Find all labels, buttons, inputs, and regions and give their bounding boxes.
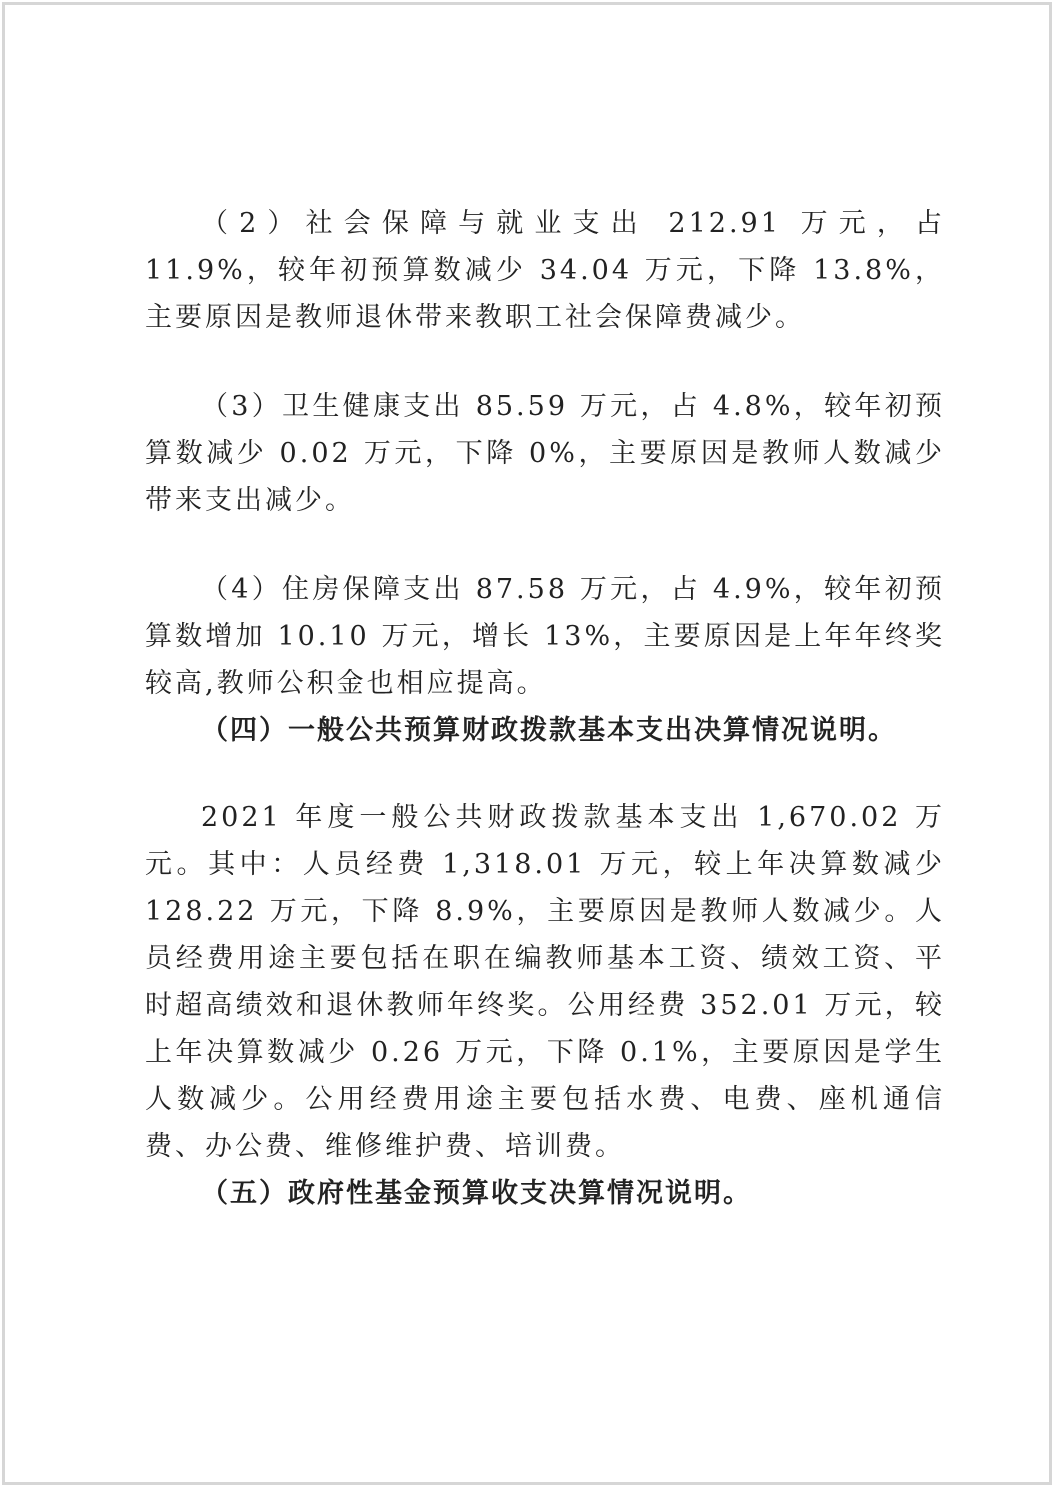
section-heading-4: （四）一般公共预算财政拨款基本支出决算情况说明。 (201, 715, 897, 746)
document-page (2, 2, 1052, 1485)
paragraph-housing: （4）住房保障支出 87.58 万元，占 4.9%，较年初预算数增加 10.10 万元，增长 13%，主要原因是上年年终奖较高,教师公积金也相应提高。 (145, 574, 945, 699)
document-body (145, 200, 945, 1217)
section-heading-5: （五）政府性基金预算收支决算情况说明。 (201, 1178, 752, 1209)
paragraph-social-security: （2）社会保障与就业支出 212.91 万元，占 11.9%，较年初预算数减少 34.04 万元，下降 13.8%，主要原因是教师退休带来教职工社会保障费减少。 (145, 208, 945, 333)
paragraph-basic-expenditure: 2021 年度一般公共财政拨款基本支出 1,670.02 万元。其中：人员经费 1,318.01 万元，较上年决算数减少 128.22 万元，下降 8.9%，主要原因是教师人数减少。人员经费用途主要包括在职在编教师基本工资、绩效工资、平时超高绩效和退休教师年终奖。公用经费 352.01 万元，较上年决算数减少 0.26 万元，下降 0.1%，主要原因是学生人数减少。公用经费用途主要包括水费、电费、座机通信费、办公费、维修维护费、培训费。 (145, 802, 945, 1162)
paragraph-health: （3）卫生健康支出 85.59 万元，占 4.8%，较年初预算数减少 0.02 万元，下降 0%，主要原因是教师人数减少带来支出减少。 (145, 391, 945, 516)
